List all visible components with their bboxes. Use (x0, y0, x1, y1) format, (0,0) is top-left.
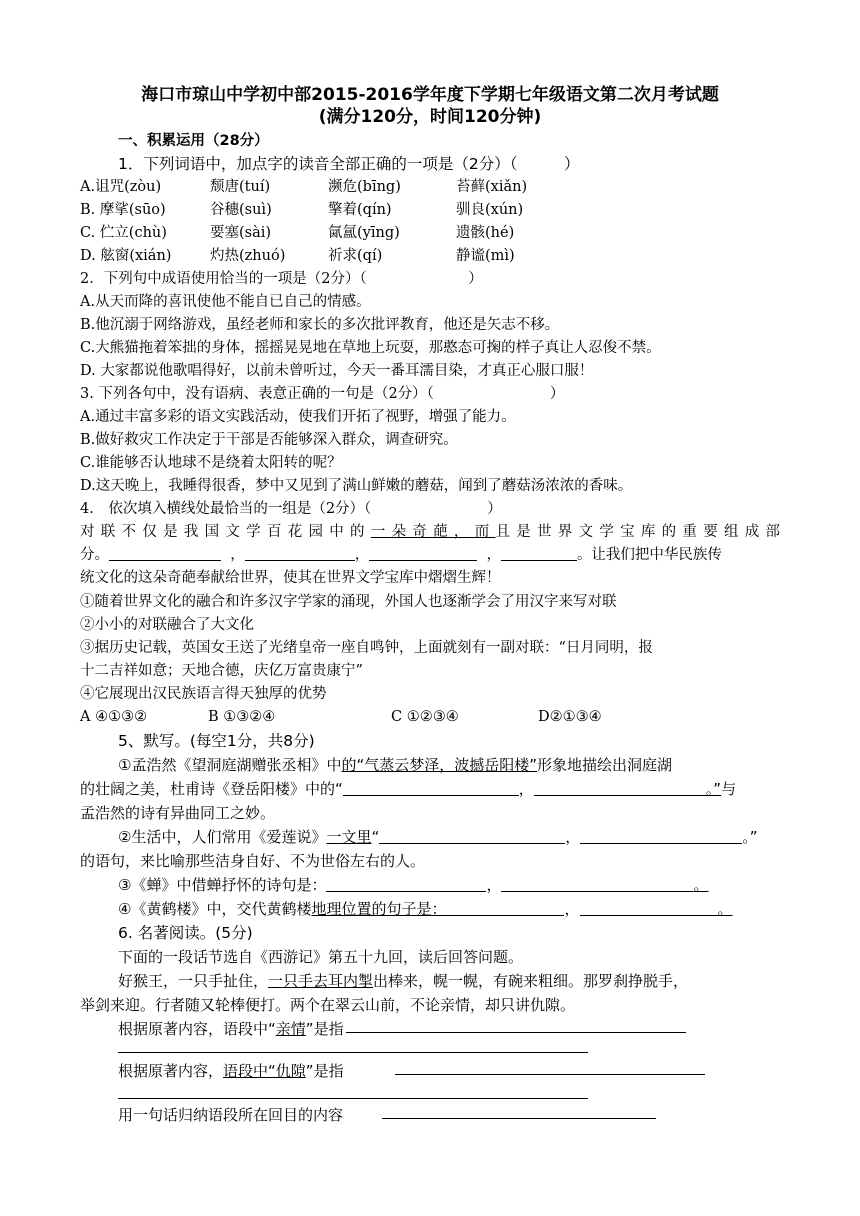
q4-blank-3[interactable] (369, 545, 477, 561)
q1-stem: 1．下列词语中，加点字的读音全部正确的一项是（2分）（ ） (118, 155, 580, 173)
q2-option-b: B.他沉溺于网络游戏，虽经老师和家长的多次批评教育，他还是矢志不移。 (80, 317, 560, 333)
q5-blank-2[interactable] (534, 780, 706, 796)
q2-option-c: C.大熊猫拖着笨拙的身体，摇摇晃晃地在草地上玩耍，那憨态可掬的样子真让人忍俊不禁。 (80, 340, 661, 356)
q6-answer-line-5[interactable] (382, 1118, 656, 1119)
q4-blank-1[interactable] (109, 545, 221, 561)
section-heading: 一、积累运用（28分） (118, 133, 269, 149)
q4-item-1: ①随着世界文化的融合和许多汉字学家的涌现，外国人也逐渐学会了用汉字来写对联 (80, 594, 617, 610)
q6-passage-2: 举剑来迎。行者随又轮棒便打。两个在翠云山前，不论亲情，却只讲仇隙。 (80, 996, 576, 1014)
exam-title: 海口市琼山中学初中部2015-2016学年度下学期七年级语文第二次月考试题 (141, 85, 719, 105)
q4-choices: A ④①③② B ①③②④ C ①②③④ D②①③④ (80, 709, 602, 725)
q3-option-b: B.做好救灾工作决定于干部是否能够深入群众，调查研究。 (80, 432, 458, 448)
q6-answer-line-3[interactable] (395, 1074, 705, 1075)
q5-line-5: 的语句，来比喻那些洁身自好、不为世俗左右的人。 (80, 852, 426, 870)
q2-option-a: A.从天而降的喜讯使他不能自已自己的情感。 (80, 294, 371, 310)
q3-stem: 3. 下列各句中，没有语病、表意正确的一句是（2分）（ ） (80, 386, 565, 402)
q6-ask-2: 根据原著内容，语段中“仇隙”是指 (118, 1062, 344, 1080)
q1-option-b: B. 摩挲(sūo) 谷穗(suì) 擎着(qín) 驯良(xún) (80, 202, 524, 218)
q5-blank-1[interactable] (343, 780, 519, 796)
q5-line-2: 的壮阔之美，杜甫诗《登岳阳楼》中的“ ， 。”与 (80, 780, 737, 798)
q5-blank-4[interactable] (580, 828, 742, 844)
q5-blank-5[interactable] (326, 876, 486, 892)
q5-blank-6[interactable] (501, 876, 693, 892)
q6-ask-3: 用一句话归纳语段所在回目的内容 (118, 1106, 344, 1124)
q5-line-6: ③《蝉》中借蝉抒怀的诗句是： ， 。 (118, 876, 709, 894)
q6-answer-line-4[interactable] (118, 1098, 588, 1099)
q4-paragraph-cont: 统文化的这朵奇葩奉献给世界，使其在世界文学宝库中熠熠生辉！ (80, 570, 501, 586)
q5-line-4: ②生活中，人们常用《爱莲说》一文里“ ， 。” (118, 828, 758, 846)
q6-heading: 6. 名著阅读。(5分) (118, 924, 253, 942)
q5-line-7: ④《黄鹤楼》中，交代黄鹤楼地理位置的句子是： ， 。 (118, 900, 733, 918)
q6-answer-line-2[interactable] (118, 1052, 588, 1053)
q3-option-c: C.谁能够否认地球不是绕着太阳转的呢？ (80, 455, 342, 471)
q4-item-2: ②小小的对联融合了大文化 (80, 617, 254, 633)
q4-blank-2[interactable] (245, 545, 355, 561)
exam-subtitle: (满分120分，时间120分钟) (318, 107, 542, 127)
q6-passage-1: 好猴王，一只手扯住，一只手去耳内掣出棒来，幌一幌，有碗来粗细。那罗刹挣脱手， (118, 972, 689, 990)
q1-option-d: D. 舷窗(xián) 灼热(zhuó) 祈求(qí) 静谧(mì) (80, 248, 515, 264)
q5-blank-7[interactable] (446, 900, 564, 916)
q5-blank-3[interactable] (379, 828, 565, 844)
q4-stem: 4. 依次填入横线处最恰当的一组是（2分）（ ） (80, 501, 502, 517)
q4-fill-line: 分。 ， ， ， 。让我们把中华民族传 (80, 547, 722, 563)
q6-ask-1: 根据原著内容，语段中“亲情”是指 (118, 1020, 344, 1038)
q5-line-3: 孟浩然的诗有异曲同工之妙。 (80, 804, 276, 822)
q3-option-a: A.通过丰富多彩的语文实践活动，使我们开拓了视野，增强了能力。 (80, 409, 516, 425)
q5-heading: 5、默写。(每空1分，共8分) (118, 732, 315, 750)
q4-blank-4[interactable] (501, 545, 577, 561)
q4-item-3: ③据历史记载，英国女王送了光绪皇帝一座自鸣钟，上面就刻有一副对联：“日月同明，报 (80, 640, 653, 656)
q6-answer-line-1[interactable] (346, 1032, 686, 1033)
q1-option-c: C. 伫立(chù) 要塞(sài) 氤氲(yīng) 遗骸(hé) (80, 225, 515, 241)
q4-paragraph: 对联不仅是我国文学百花园中的一朵奇葩，而且是世界文学宝库的重要组成部 (80, 524, 781, 540)
q2-option-d: D. 大家都说他歌唱得好，以前未曾听过，今天一番耳濡目染，才真正心服口服！ (80, 363, 594, 379)
q2-stem: 2．下列句中成语使用恰当的一项是（2分）（ ） (80, 271, 483, 287)
q6-intro: 下面的一段话节选自《西游记》第五十九回，读后回答问题。 (118, 948, 524, 966)
q3-option-d: D.这天晚上，我睡得很香，梦中又见到了满山鲜嫩的蘑菇，闻到了蘑菇汤浓浓的香味。 (80, 478, 633, 494)
q4-item-4: ④它展现出汉民族语言得天独厚的优势 (80, 686, 327, 702)
q5-line-1: ①孟浩然《望洞庭湖赠张丞相》中的“气蒸云梦泽，波撼岳阳楼”形象地描绘出洞庭湖 (118, 756, 673, 774)
q1-option-a: A.诅咒(zòu) 颓唐(tuí) 濒危(bīng) 苔藓(xiǎn) (80, 179, 528, 195)
q5-blank-8[interactable] (580, 900, 718, 916)
q4-item-3-cont: 十二吉祥如意；天地合德，庆亿万富贵康宁” (80, 663, 363, 679)
